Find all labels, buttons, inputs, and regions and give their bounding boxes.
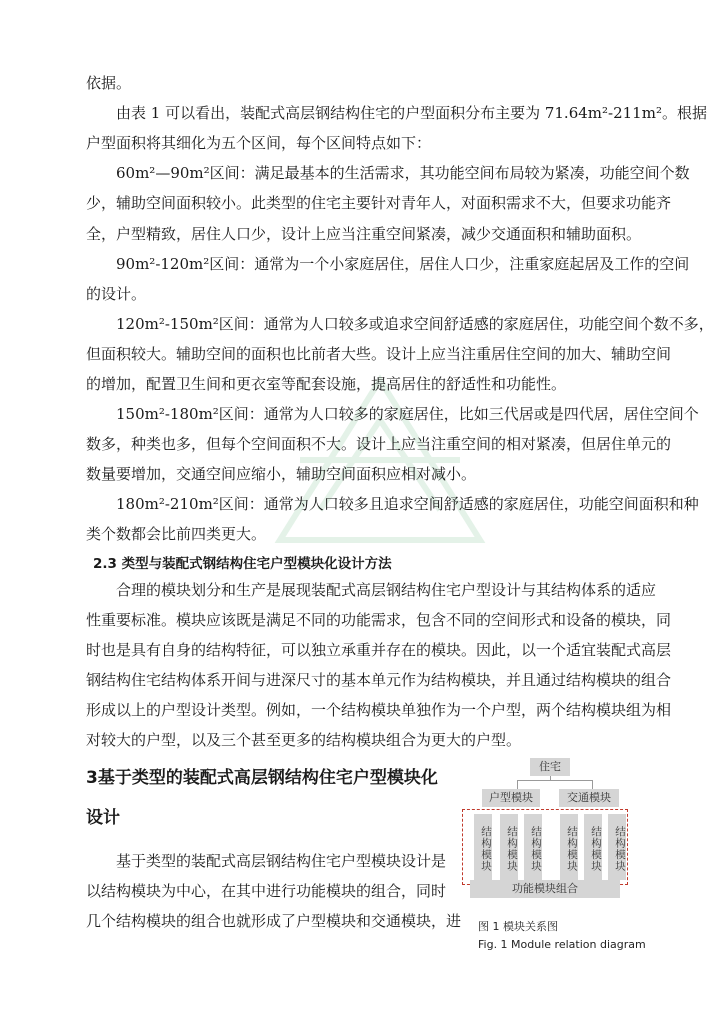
- text-line: 对较大的户型，以及三个甚至更多的结构模块组合为更大的户型。: [86, 731, 522, 749]
- structure-module-column: 结构模块: [584, 814, 602, 880]
- text-line: 时也是具有自身的结构特征，可以独立承重并存在的模块。因此，以一个适宜装配式高层: [86, 641, 672, 659]
- section-heading-3: 3基于类型的装配式高层钢结构住宅户型模块化: [86, 768, 438, 788]
- connector: [517, 780, 592, 781]
- text-line: 合理的模块划分和生产是展现装配式高层钢结构住宅户型设计与其结构体系的适应: [116, 581, 657, 599]
- connector: [592, 780, 593, 789]
- structure-module-column: 结构模块: [474, 814, 492, 880]
- text-line: 以结构模块为中心，在其中进行功能模块的组合，同时: [86, 882, 447, 900]
- text-line: 基于类型的装配式高层钢结构住宅户型模块设计是: [116, 852, 447, 870]
- figure-caption-cn: 图 1 模块关系图: [478, 920, 558, 933]
- diagram-function-combination-box: 功能模块组合: [470, 880, 620, 898]
- module-relation-diagram: [462, 758, 630, 898]
- text-line: 户型面积将其细化为五个区间，每个区间特点如下：: [86, 134, 432, 152]
- text-line: 90m²-120m²区间：通常为一个小家庭居住，居住人口少，注重家庭起居及工作的空间: [116, 255, 690, 273]
- text-line: 的增加，配置卫生间和更衣室等配套设施，提高居住的舒适性和功能性。: [86, 375, 567, 393]
- structure-module-column: 结构模块: [500, 814, 518, 880]
- structure-module-column: 结构模块: [608, 814, 626, 880]
- text-line: 几个结构模块的组合也就形成了户型模块和交通模块，进: [86, 912, 462, 930]
- text-line: 数量要增加，交通空间应缩小，辅助空间面积应相对减小。: [86, 465, 477, 483]
- text-line: 60m²—90m²区间：满足最基本的生活需求，其功能空间布局较为紧凑，功能空间个数: [116, 164, 690, 182]
- text-line: 120m²-150m²区间：通常为人口较多或追求空间舒适感的家庭居住，功能空间个数不多，: [116, 315, 714, 333]
- structure-module-column: 结构模块: [560, 814, 578, 880]
- text-line: 但面积较大。辅助空间的面积也比前者大些。设计上应当注重居住空间的加大、辅助空间: [86, 345, 672, 363]
- diagram-top-box: 住宅: [530, 758, 570, 776]
- text-line: 类个数都会比前四类更大。: [86, 525, 267, 543]
- section-heading-2-3: 2.3 类型与装配式钢结构住宅户型模块化设计方法: [93, 556, 392, 572]
- text-line: 180m²-210m²区间：通常为人口较多且追求空间舒适感的家庭居住，功能空间面积和种: [116, 495, 699, 513]
- text-line: 少，辅助空间面积较小。此类型的住宅主要针对青年人，对面积需求不大，但要求功能齐: [86, 194, 672, 212]
- figure-caption-en: Fig. 1 Module relation diagram: [478, 938, 646, 951]
- text-line: 性重要标准。模块应该既是满足不同的功能需求，包含不同的空间形式和设备的模块，同: [86, 611, 672, 629]
- text-line: 形成以上的户型设计类型。例如，一个结构模块单独作为一个户型，两个结构模块组为相: [86, 701, 672, 719]
- text-line: 由表 1 可以看出，装配式高层钢结构住宅的户型面积分布主要为 71.64m²-211m²。根据: [116, 104, 707, 122]
- diagram-unit-module-box: 户型模块: [482, 789, 540, 807]
- text-line: 150m²-180m²区间：通常为人口较多的家庭居住，比如三代居或是四代居，居住空间个: [116, 405, 699, 423]
- text-line: 数多，种类也多，但每个空间面积不大。设计上应当注重空间的相对紧凑，但居住单元的: [86, 435, 672, 453]
- diagram-traffic-module-box: 交通模块: [559, 789, 619, 807]
- text-line: 依据。: [86, 74, 132, 92]
- text-line: 的设计。: [86, 285, 147, 303]
- text-line: 全，户型精致，居住人口少，设计上应当注重空间紧凑，减少交通面积和辅助面积。: [86, 225, 642, 243]
- text-line: 钢结构住宅结构体系开间与进深尺寸的基本单元作为结构模块，并且通过结构模块的组合: [86, 671, 672, 689]
- structure-module-column: 结构模块: [524, 814, 542, 880]
- connector: [550, 776, 551, 781]
- section-heading-3-cont: 设计: [86, 808, 120, 828]
- connector: [517, 780, 518, 789]
